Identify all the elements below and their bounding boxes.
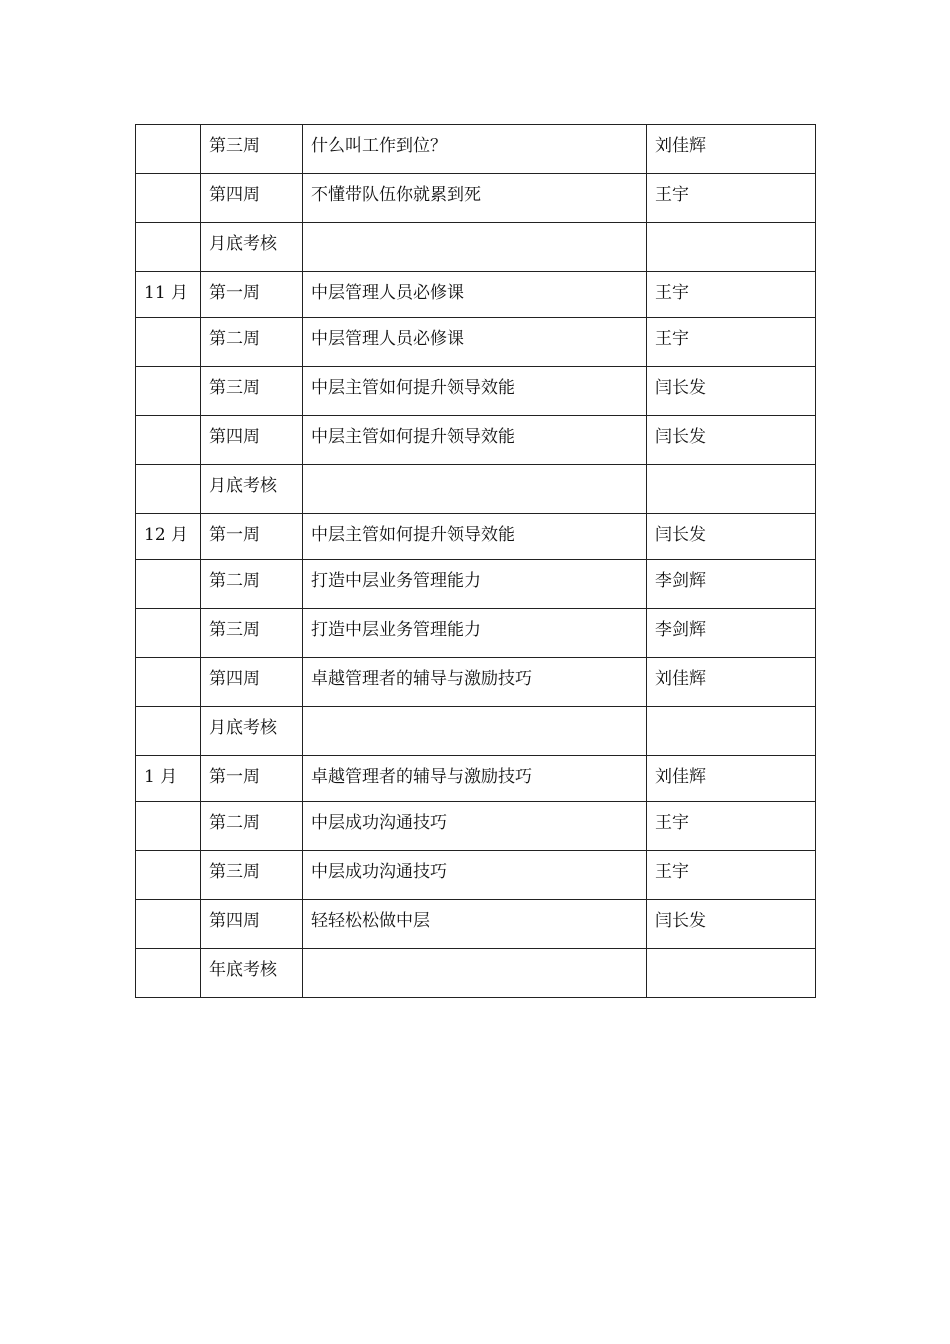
lecturer-cell xyxy=(647,223,816,272)
table-row xyxy=(136,125,816,174)
month-cell xyxy=(136,851,201,900)
week-cell: 第二周 xyxy=(201,318,303,367)
table-row xyxy=(136,560,816,609)
topic-cell xyxy=(303,707,647,756)
topic-cell: 中层成功沟通技巧 xyxy=(303,851,647,900)
week-cell: 月底考核 xyxy=(201,707,303,756)
month-cell xyxy=(136,318,201,367)
lecturer-cell: 李剑辉 xyxy=(647,560,816,609)
week-cell: 第一周 xyxy=(201,272,303,318)
topic-cell: 不懂带队伍你就累到死 xyxy=(303,174,647,223)
week-cell: 第四周 xyxy=(201,900,303,949)
table-row xyxy=(136,272,816,318)
topic-cell: 中层管理人员必修课 xyxy=(303,272,647,318)
table-row xyxy=(136,802,816,851)
topic-cell: 打造中层业务管理能力 xyxy=(303,560,647,609)
topic-cell: 卓越管理者的辅导与激励技巧 xyxy=(303,756,647,802)
week-cell: 第二周 xyxy=(201,560,303,609)
topic-cell: 中层主管如何提升领导效能 xyxy=(303,367,647,416)
training-schedule-table xyxy=(135,124,816,998)
month-cell xyxy=(136,900,201,949)
lecturer-cell: 刘佳辉 xyxy=(647,756,816,802)
month-cell xyxy=(136,707,201,756)
week-cell: 第一周 xyxy=(201,756,303,802)
table-row xyxy=(136,756,816,802)
topic-cell xyxy=(303,949,647,998)
week-cell: 第三周 xyxy=(201,367,303,416)
lecturer-cell xyxy=(647,465,816,514)
week-cell: 第四周 xyxy=(201,174,303,223)
week-cell: 第四周 xyxy=(201,416,303,465)
lecturer-cell: 闫长发 xyxy=(647,900,816,949)
month-cell xyxy=(136,223,201,272)
week-cell: 第三周 xyxy=(201,609,303,658)
month-cell: 12 月 xyxy=(136,514,201,560)
topic-cell: 什么叫工作到位？ xyxy=(303,125,647,174)
week-cell: 月底考核 xyxy=(201,223,303,272)
lecturer-cell: 闫长发 xyxy=(647,367,816,416)
week-cell: 第一周 xyxy=(201,514,303,560)
table-row xyxy=(136,609,816,658)
lecturer-cell: 王宇 xyxy=(647,272,816,318)
month-cell xyxy=(136,658,201,707)
topic-cell: 卓越管理者的辅导与激励技巧 xyxy=(303,658,647,707)
month-cell xyxy=(136,560,201,609)
lecturer-cell: 闫长发 xyxy=(647,416,816,465)
week-cell: 第三周 xyxy=(201,125,303,174)
topic-cell: 中层主管如何提升领导效能 xyxy=(303,416,647,465)
table-row xyxy=(136,223,816,272)
lecturer-cell: 王宇 xyxy=(647,174,816,223)
month-cell xyxy=(136,125,201,174)
table-row xyxy=(136,851,816,900)
table-row xyxy=(136,949,816,998)
topic-cell xyxy=(303,465,647,514)
lecturer-cell: 王宇 xyxy=(647,802,816,851)
month-cell xyxy=(136,174,201,223)
table-row xyxy=(136,416,816,465)
topic-cell: 中层成功沟通技巧 xyxy=(303,802,647,851)
lecturer-cell: 刘佳辉 xyxy=(647,658,816,707)
topic-cell: 中层管理人员必修课 xyxy=(303,318,647,367)
lecturer-cell: 王宇 xyxy=(647,318,816,367)
table-row xyxy=(136,658,816,707)
month-cell xyxy=(136,416,201,465)
table-row xyxy=(136,900,816,949)
lecturer-cell: 王宇 xyxy=(647,851,816,900)
lecturer-cell: 李剑辉 xyxy=(647,609,816,658)
month-cell: 11 月 xyxy=(136,272,201,318)
lecturer-cell: 闫长发 xyxy=(647,514,816,560)
lecturer-cell: 刘佳辉 xyxy=(647,125,816,174)
week-cell: 第三周 xyxy=(201,851,303,900)
table-row xyxy=(136,318,816,367)
month-cell: 1 月 xyxy=(136,756,201,802)
month-cell xyxy=(136,609,201,658)
month-cell xyxy=(136,949,201,998)
month-cell xyxy=(136,465,201,514)
month-cell xyxy=(136,367,201,416)
topic-cell: 轻轻松松做中层 xyxy=(303,900,647,949)
week-cell: 年底考核 xyxy=(201,949,303,998)
month-cell xyxy=(136,802,201,851)
topic-cell: 打造中层业务管理能力 xyxy=(303,609,647,658)
week-cell: 第二周 xyxy=(201,802,303,851)
topic-cell xyxy=(303,223,647,272)
lecturer-cell xyxy=(647,707,816,756)
table-row xyxy=(136,465,816,514)
week-cell: 月底考核 xyxy=(201,465,303,514)
table-row xyxy=(136,707,816,756)
week-cell: 第四周 xyxy=(201,658,303,707)
table-row xyxy=(136,514,816,560)
table-row xyxy=(136,174,816,223)
lecturer-cell xyxy=(647,949,816,998)
topic-cell: 中层主管如何提升领导效能 xyxy=(303,514,647,560)
table-row xyxy=(136,367,816,416)
